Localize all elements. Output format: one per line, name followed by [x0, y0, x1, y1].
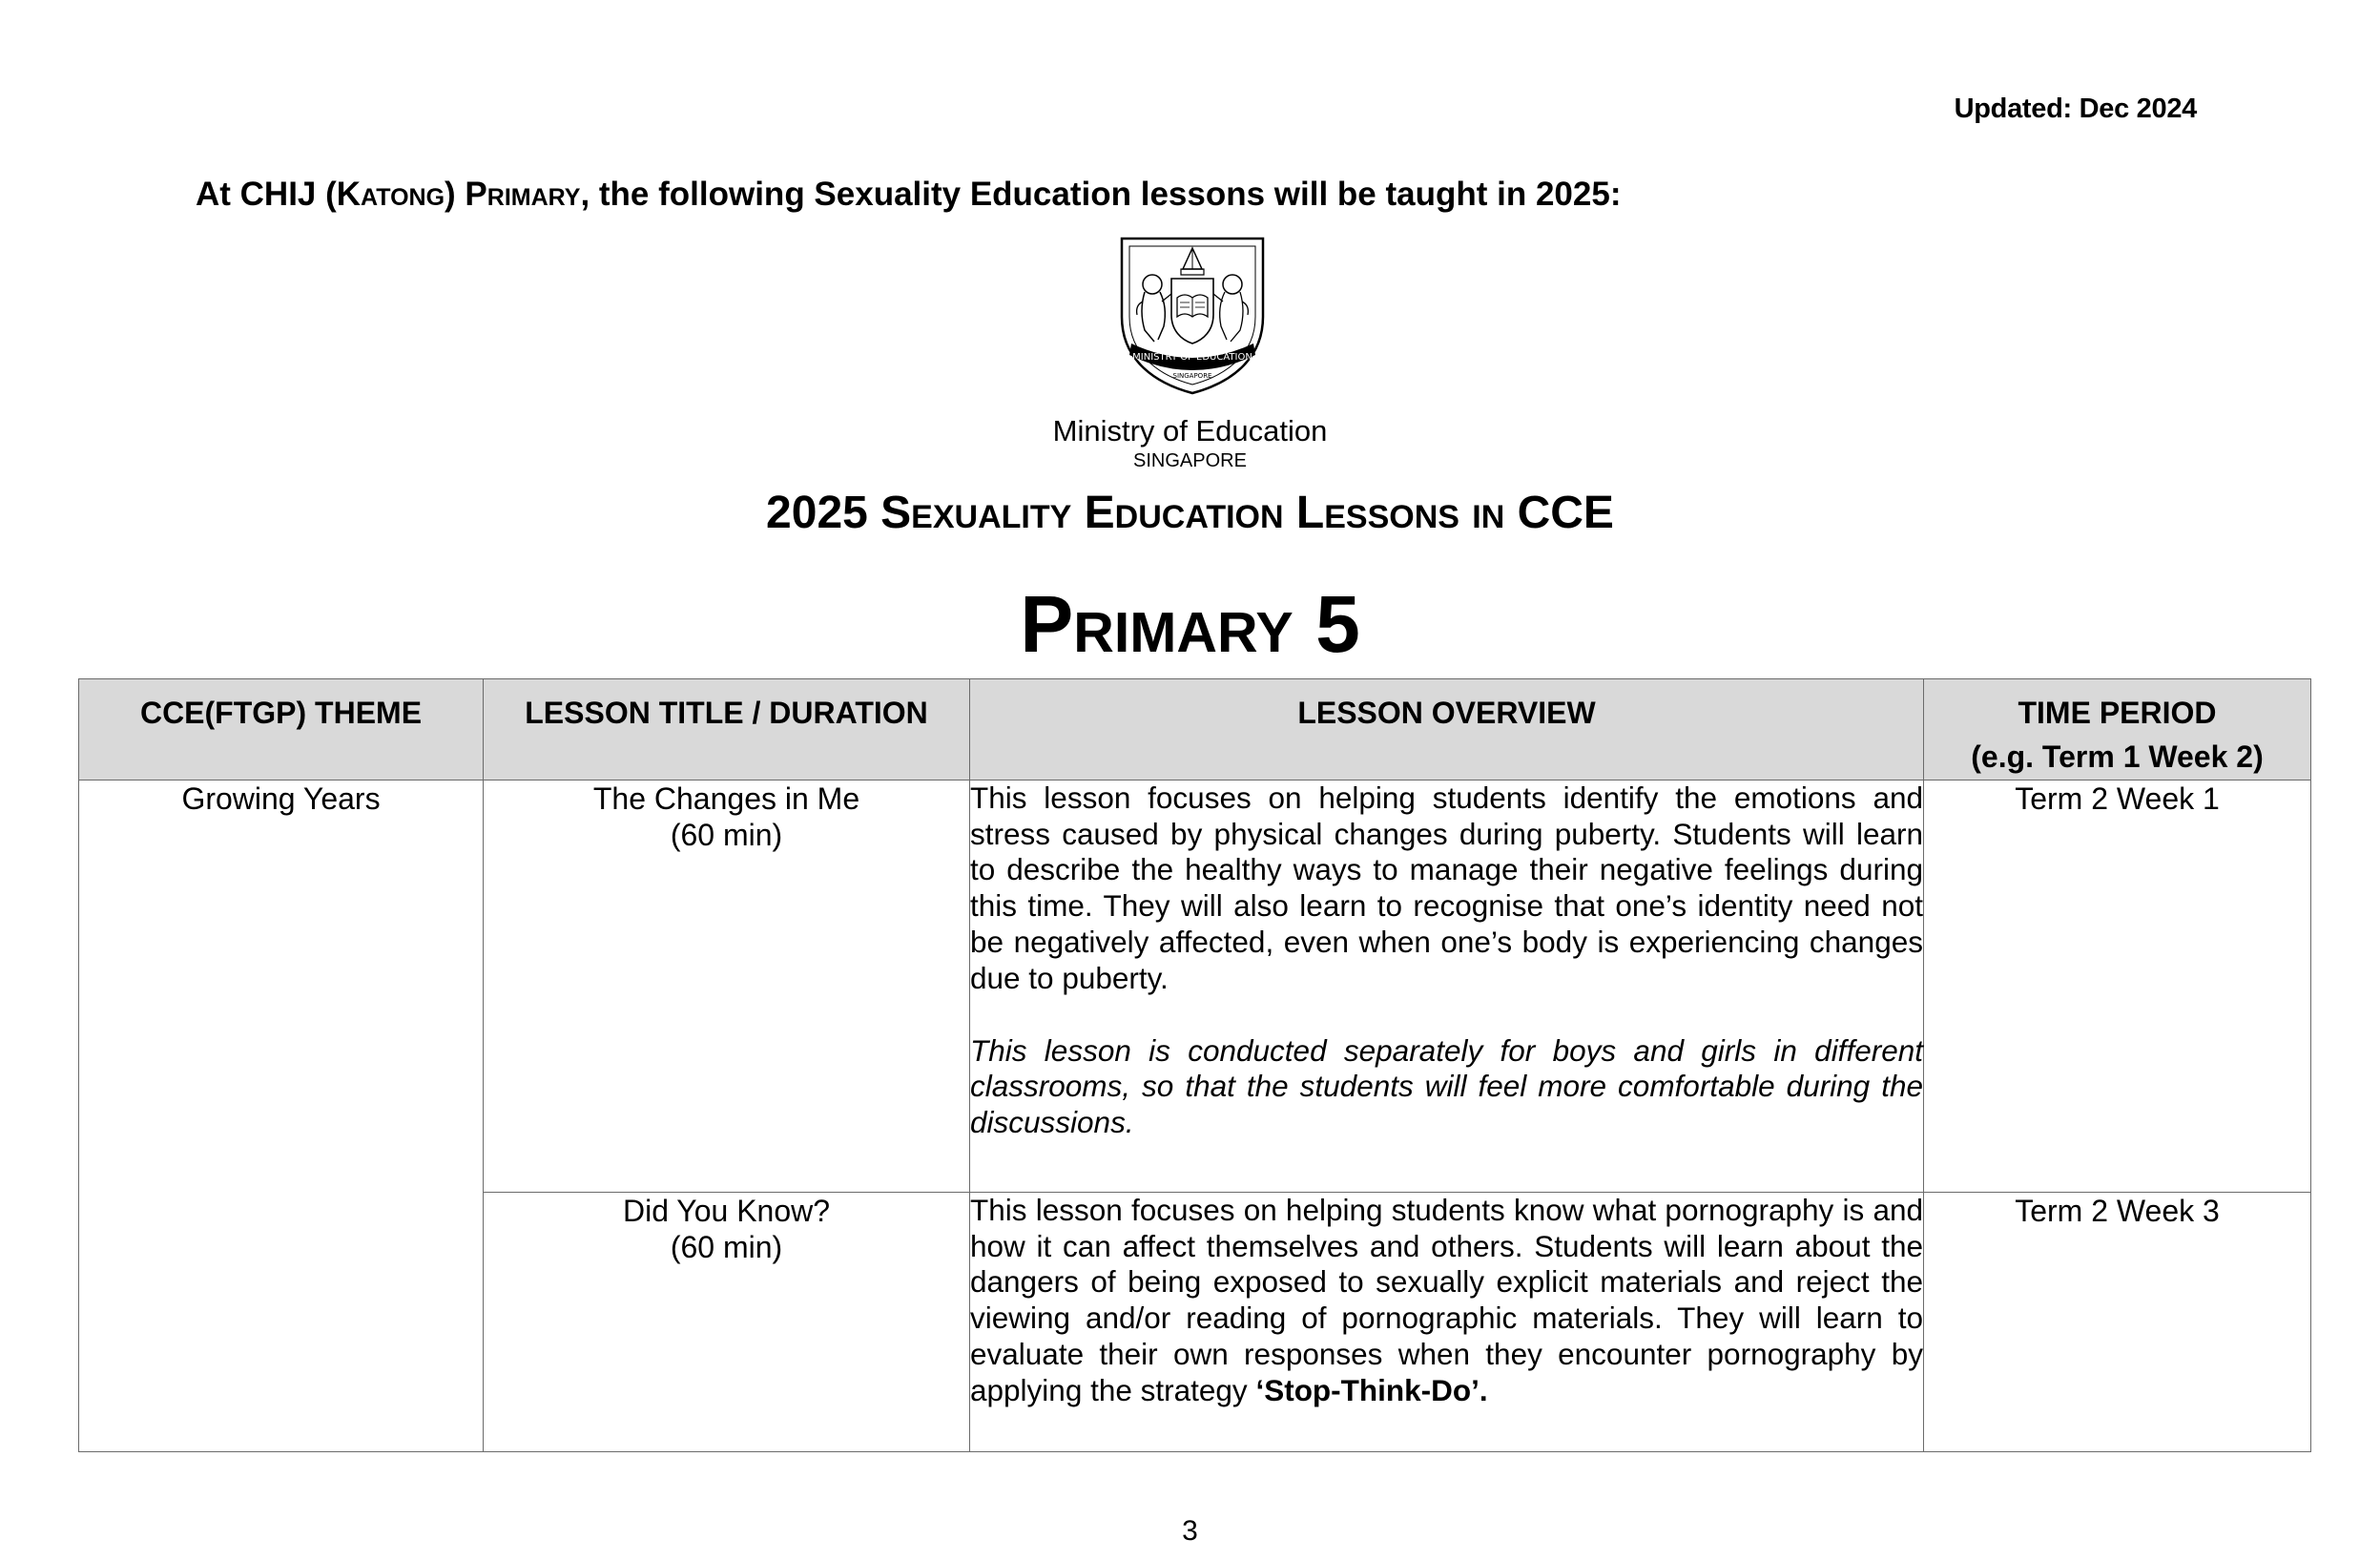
lesson-title: The Changes in Me — [592, 780, 860, 816]
header-theme: CCE(FTGP) THEME — [79, 679, 484, 780]
intro-middle: ) — [445, 176, 466, 213]
table-row — [79, 780, 2311, 1192]
lesson-overview-note: This lesson is conducted separately for boys and girls in different classrooms, so that the students will feel more comfortable during the discussions. — [970, 1032, 1923, 1140]
header-time-line1: TIME PERIOD — [2018, 696, 2217, 730]
page-number: 3 — [1182, 1515, 1198, 1547]
ministry-name: Ministry of Education — [1052, 414, 1328, 447]
theme-cell: Growing Years — [79, 780, 484, 1451]
updated-date: Updated: Dec 2024 — [1954, 94, 2197, 124]
header-overview: LESSON OVERVIEW — [970, 679, 1924, 780]
moe-crest-icon — [1116, 235, 1269, 397]
ministry-country: SINGAPORE — [1133, 450, 1247, 471]
time-period-cell: Term 2 Week 3 — [1924, 1192, 2311, 1451]
strategy-name: ‘Stop-Think-Do’. — [1255, 1372, 1488, 1407]
lessons-table — [78, 678, 2311, 1452]
school-name-part2: Primary — [465, 176, 581, 213]
lesson-duration: (60 min) — [670, 1230, 783, 1265]
intro-suffix: , the following Sexuality Education lessons will be taught in 2025: — [580, 176, 1622, 213]
document-title: 2025 Sexuality Education Lessons in CCE — [766, 488, 1614, 538]
lesson-duration: (60 min) — [670, 818, 783, 853]
svg-text:SINGAPORE: SINGAPORE — [1172, 372, 1212, 380]
time-period-cell: Term 2 Week 1 — [1924, 780, 2311, 1192]
lesson-title-cell — [484, 1192, 970, 1451]
svg-text:MINISTRY OF EDUCATION: MINISTRY OF EDUCATION — [1132, 352, 1252, 363]
lesson-overview-text: This lesson focuses on helping students know what pornography is and how it can affect themselves and others. Students will learn about the dangers of being exposed to sexually explicit materials and reject the viewing and/or reading of pornographic materials. They will learn to evaluate their own responses when they encounter pornography by applying the strategy — [970, 1192, 1923, 1407]
lesson-overview-cell — [970, 780, 1924, 1192]
lesson-overview-text: This lesson focuses on helping students identify the emotions and stress caused by physical changes during puberty. Students will learn to describe the healthy ways to manage their negative feelings during this time. They will also learn to recognise that one’s identity need not be negatively affected, even when one’s body is experiencing changes due to puberty. — [970, 780, 1923, 995]
lesson-title-cell — [484, 780, 970, 1192]
lesson-title: Did You Know? — [622, 1193, 831, 1228]
level-title: Primary 5 — [1020, 579, 1360, 669]
intro-prefix: At CHIJ ( — [196, 176, 337, 213]
header-time-period — [1924, 679, 2311, 780]
header-time-line2: (e.g. Term 1 Week 2) — [1971, 739, 2264, 775]
intro-statement — [196, 176, 1621, 214]
lesson-overview-cell — [970, 1192, 1924, 1451]
header-lesson-title: LESSON TITLE / DURATION — [484, 679, 970, 780]
table-header-row — [79, 679, 2311, 780]
school-name-part1: Katong — [336, 176, 445, 213]
